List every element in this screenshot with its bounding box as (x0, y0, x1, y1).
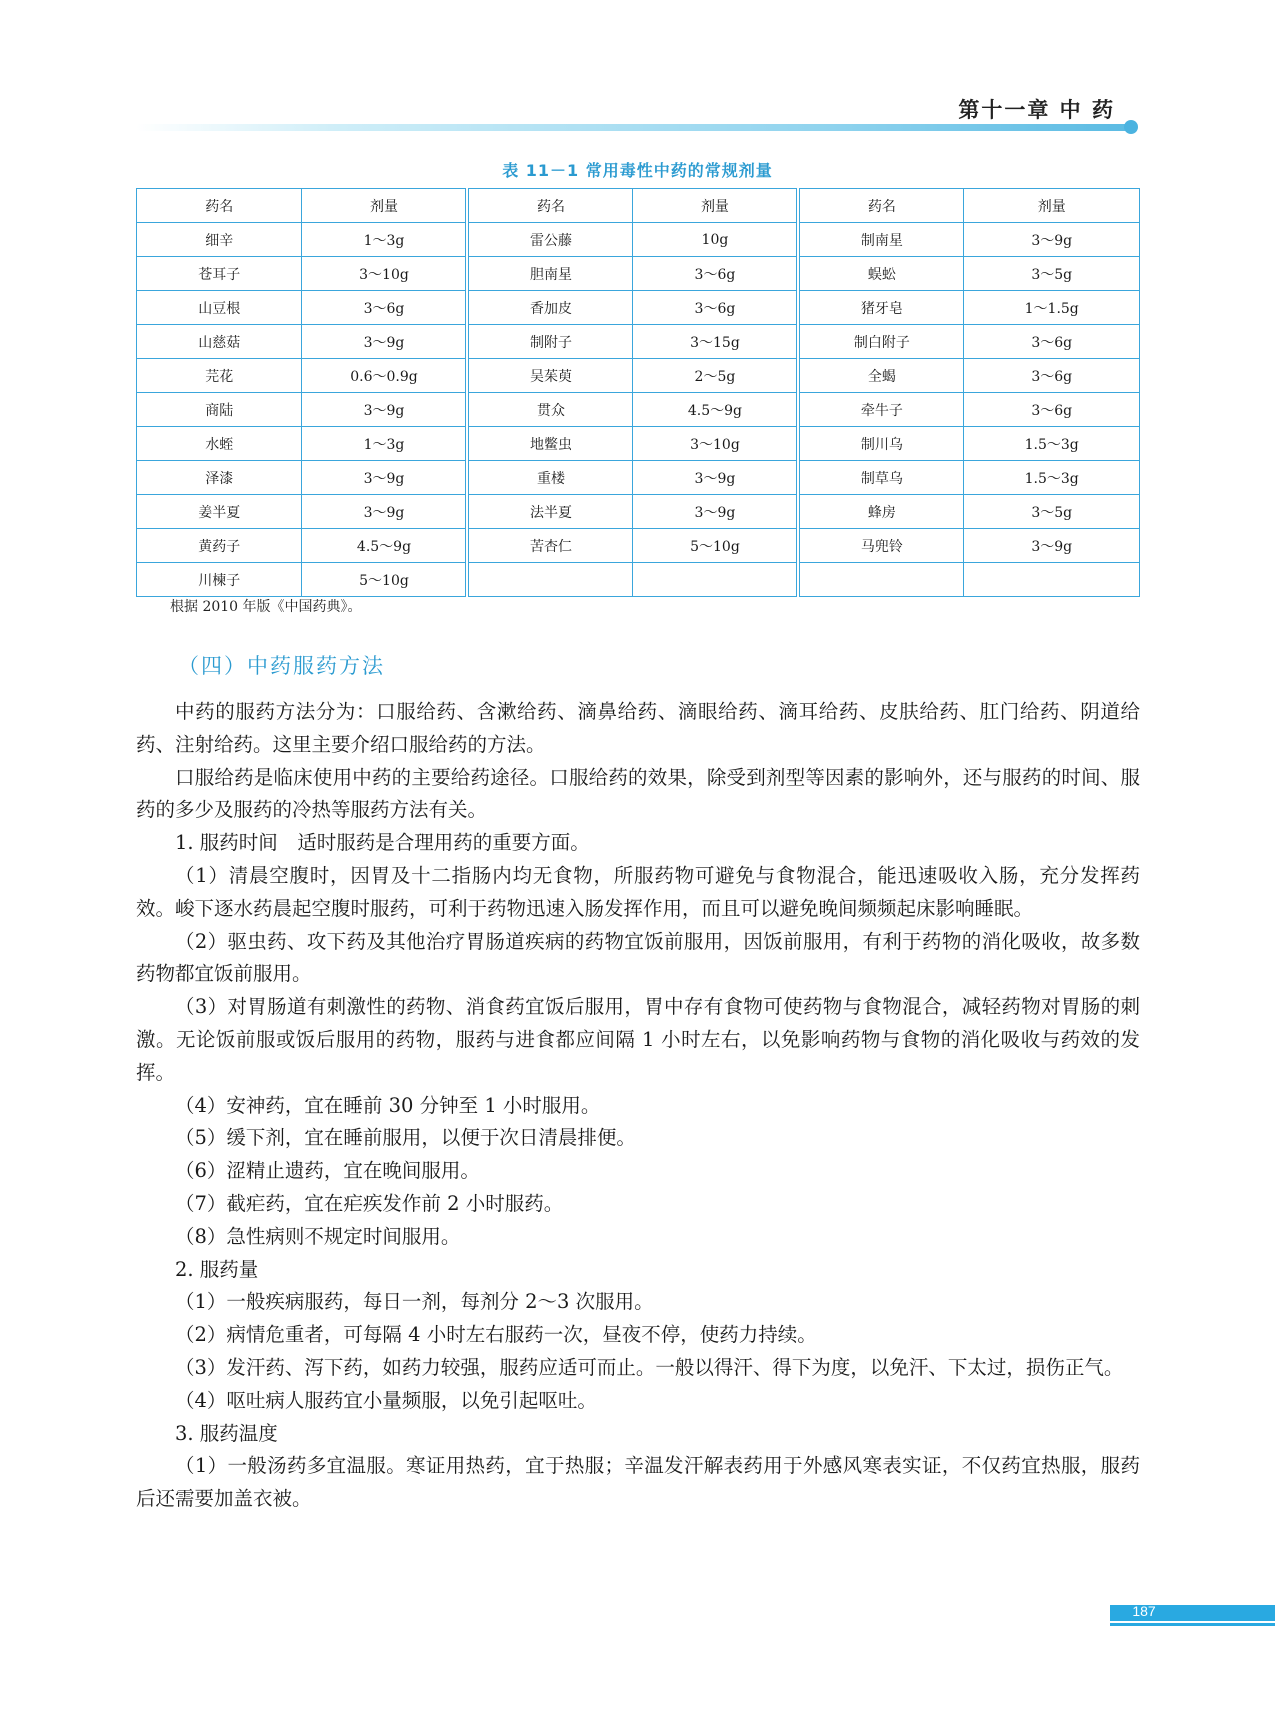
drug-name-cell: 川楝子 (137, 563, 302, 597)
dosage-cell: 4.5～9g (633, 393, 798, 427)
header-cell: 药名 (467, 189, 632, 223)
dosage-cell: 1.5～3g (964, 461, 1140, 495)
drug-name-cell: 香加皮 (467, 291, 632, 325)
header-cell: 剂量 (964, 189, 1140, 223)
dosage-cell: 1～1.5g (964, 291, 1140, 325)
dosage-cell: 3～6g (633, 291, 798, 325)
header-cell: 药名 (137, 189, 302, 223)
drug-name-cell (467, 563, 632, 597)
drug-name-cell: 贯众 (467, 393, 632, 427)
dosage-cell: 3～9g (302, 393, 467, 427)
dosage-cell: 3～6g (633, 257, 798, 291)
drug-name-cell: 细辛 (137, 223, 302, 257)
dosage-cell: 10g (633, 223, 798, 257)
drug-name-cell: 制附子 (467, 325, 632, 359)
drug-name-cell: 蜈蚣 (798, 257, 963, 291)
dosage-cell (633, 563, 798, 597)
drug-name-cell: 雷公藤 (467, 223, 632, 257)
page-number: 187 (1132, 1603, 1156, 1619)
dosage-cell: 3～10g (302, 257, 467, 291)
chapter-title: 第十一章 中 药 (958, 97, 1115, 122)
drug-name-cell: 蜂房 (798, 495, 963, 529)
table-row (137, 461, 1140, 495)
table-row (137, 495, 1140, 529)
drug-name-cell: 牵牛子 (798, 393, 963, 427)
dosage-cell: 3～6g (964, 359, 1140, 393)
dosage-cell: 3～9g (302, 325, 467, 359)
table-row (137, 325, 1140, 359)
dosage-cell: 3～5g (964, 495, 1140, 529)
paragraph: （6）涩精止遗药，宜在晚间服用。 (175, 1159, 480, 1183)
paragraph: 2. 服药量 (175, 1257, 259, 1281)
drug-name-cell: 猪牙皂 (798, 291, 963, 325)
drug-name-cell: 制南星 (798, 223, 963, 257)
page-number-underline (1110, 1623, 1275, 1626)
drug-name-cell: 制白附子 (798, 325, 963, 359)
header-rule-dot (1124, 120, 1138, 134)
dosage-cell: 1～3g (302, 223, 467, 257)
drug-name-cell: 胆南星 (467, 257, 632, 291)
header-cell: 剂量 (302, 189, 467, 223)
paragraph: （7）截疟药，宜在疟疾发作前 2 小时服药。 (175, 1191, 564, 1215)
paragraph: （3）发汗药、泻下药，如药力较强，服药应适可而止。一般以得汗、得下为度，以免汗、下太过，损伤正气。 (175, 1355, 1124, 1379)
paragraph: （1）一般疾病服药，每日一剂，每剂分 2～3 次服用。 (175, 1290, 654, 1314)
table-row (137, 393, 1140, 427)
dosage-cell: 3～9g (302, 495, 467, 529)
dosage-cell: 3～5g (964, 257, 1140, 291)
drug-name-cell: 山慈菇 (137, 325, 302, 359)
drug-name-cell: 商陆 (137, 393, 302, 427)
dosage-cell: 2～5g (633, 359, 798, 393)
header-cell: 药名 (798, 189, 963, 223)
drug-name-cell: 吴茱萸 (467, 359, 632, 393)
paragraph: 口服给药是临床使用中药的主要给药途径。口服给药的效果，除受到剂型等因素的影响外，还与服药的时间、服药的多少及服药的冷热等服药方法有关。 (136, 765, 1140, 822)
paragraph: （2）驱虫药、攻下药及其他治疗胃肠道疾病的药物宜饭前服用，因饭前服用，有利于药物的消化吸收，故多数药物都宜饭前服用。 (136, 929, 1140, 986)
drug-name-cell: 芫花 (137, 359, 302, 393)
dosage-cell: 5～10g (633, 529, 798, 563)
dosage-table (136, 188, 1140, 597)
dosage-cell: 3～9g (302, 461, 467, 495)
table-note: 根据 2010 年版《中国药典》。 (170, 599, 362, 615)
dosage-cell: 1.5～3g (964, 427, 1140, 461)
paragraph: （4）呕吐病人服药宜小量频服，以免引起呕吐。 (175, 1388, 597, 1412)
paragraph: 1. 服药时间 适时服药是合理用药的重要方面。 (175, 831, 590, 855)
body-text (136, 696, 1140, 1516)
dosage-cell (964, 563, 1140, 597)
table-row (137, 427, 1140, 461)
paragraph: （4）安神药，宜在睡前 30 分钟至 1 小时服用。 (175, 1093, 601, 1117)
drug-name-cell: 泽漆 (137, 461, 302, 495)
drug-name-cell: 苍耳子 (137, 257, 302, 291)
drug-name-cell (798, 563, 963, 597)
paragraph: （5）缓下剂，宜在睡前服用，以便于次日清晨排便。 (175, 1126, 636, 1150)
paragraph: （8）急性病则不规定时间服用。 (175, 1224, 461, 1248)
header-rule (136, 124, 1130, 131)
drug-name-cell: 马兜铃 (798, 529, 963, 563)
dosage-cell: 0.6～0.9g (302, 359, 467, 393)
drug-name-cell: 姜半夏 (137, 495, 302, 529)
table-row (137, 223, 1140, 257)
table-row (137, 529, 1140, 563)
dosage-cell: 3～6g (964, 393, 1140, 427)
drug-name-cell: 山豆根 (137, 291, 302, 325)
drug-name-cell: 苦杏仁 (467, 529, 632, 563)
drug-name-cell: 制川乌 (798, 427, 963, 461)
drug-name-cell: 法半夏 (467, 495, 632, 529)
drug-name-cell: 水蛭 (137, 427, 302, 461)
dosage-cell: 3～10g (633, 427, 798, 461)
drug-name-cell: 黄药子 (137, 529, 302, 563)
drug-name-cell: 全蝎 (798, 359, 963, 393)
paragraph: （2）病情危重者，可每隔 4 小时左右服药一次，昼夜不停，使药力持续。 (175, 1323, 817, 1347)
table-caption: 表 11－1 常用毒性中药的常规剂量 (502, 161, 773, 180)
table-row (137, 359, 1140, 393)
dosage-cell: 3～15g (633, 325, 798, 359)
section-heading: （四）中药服药方法 (178, 654, 385, 678)
dosage-cell: 3～9g (633, 495, 798, 529)
dosage-cell: 3～6g (302, 291, 467, 325)
paragraph: 中药的服药方法分为：口服给药、含漱给药、滴鼻给药、滴眼给药、滴耳给药、皮肤给药、肛门给药、阴道给药、注射给药。这里主要介绍口服给药的方法。 (136, 700, 1140, 756)
table-row (137, 291, 1140, 325)
dosage-cell: 3～9g (964, 529, 1140, 563)
paragraph: （1）清晨空腹时，因胃及十二指肠内均无食物，所服药物可避免与食物混合，能迅速吸收入肠，充分发挥药效。峻下逐水药晨起空腹时服药，可利于药物迅速入肠发挥作用，而且可以避免晚间频频起床影响睡眠。 (136, 863, 1140, 920)
drug-name-cell: 地鳖虫 (467, 427, 632, 461)
dosage-cell: 1～3g (302, 427, 467, 461)
drug-name-cell: 重楼 (467, 461, 632, 495)
table-row (137, 257, 1140, 291)
paragraph: （3）对胃肠道有刺激性的药物、消食药宜饭后服用，胃中存有食物可使药物与食物混合，减轻药物对胃肠的刺激。无论饭前服或饭后服用的药物，服药与进食都应间隔 1 小时左右，以免影响药物与食物的消化吸收与药效的发挥。 (136, 995, 1140, 1084)
table-header-row (137, 189, 1140, 223)
drug-name-cell: 制草乌 (798, 461, 963, 495)
dosage-cell: 3～9g (633, 461, 798, 495)
dosage-cell: 3～9g (964, 223, 1140, 257)
header-cell: 剂量 (633, 189, 798, 223)
paragraph: 3. 服药温度 (175, 1421, 278, 1445)
dosage-cell: 4.5～9g (302, 529, 467, 563)
table-row (137, 563, 1140, 597)
paragraph: （1）一般汤药多宜温服。寒证用热药，宜于热服；辛温发汗解表药用于外感风寒表实证，不仅药宜热服，服药后还需要加盖衣被。 (136, 1454, 1140, 1511)
dosage-cell: 3～6g (964, 325, 1140, 359)
dosage-cell: 5～10g (302, 563, 467, 597)
